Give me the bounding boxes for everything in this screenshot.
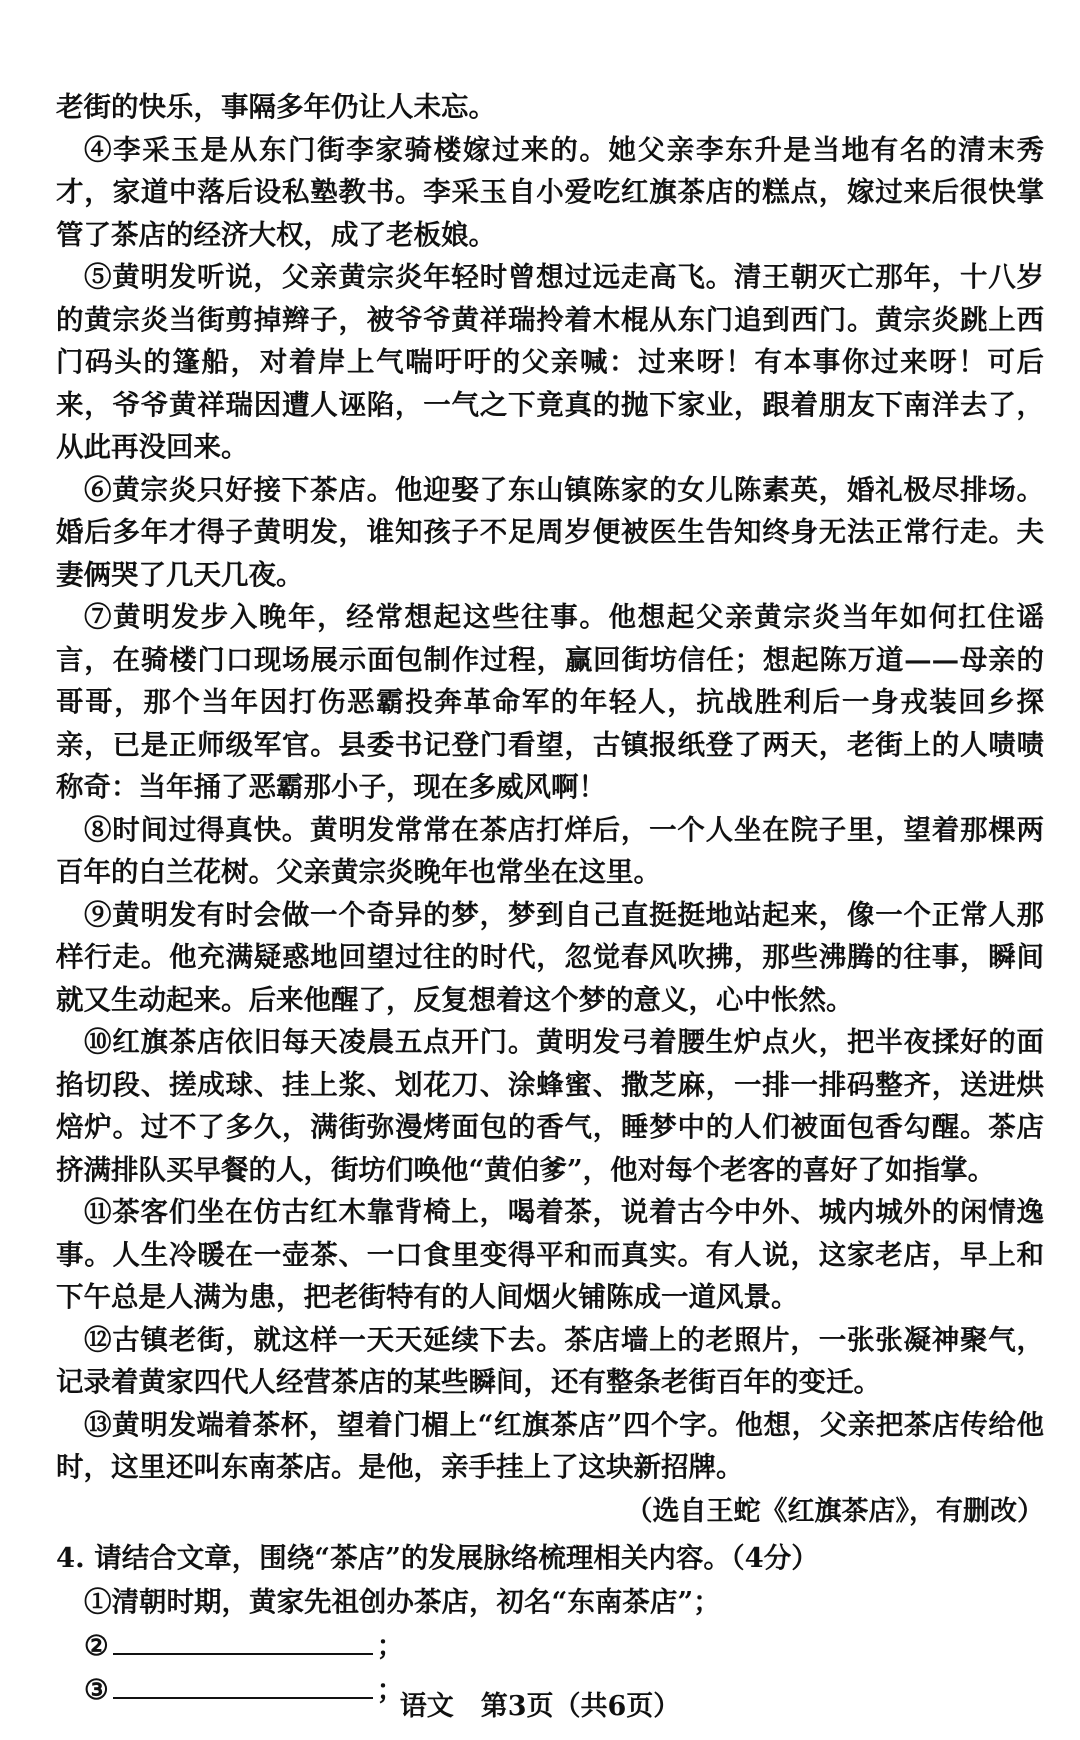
- paragraph-10: ⑩红旗茶店依旧每天凌晨五点开门。黄明发弓着腰生炉点火，把半夜揉好的面掐切段、搓成球、挂上浆、划花刀、涂蜂蜜、撒芝麻，一排一排码整齐，送进烘焙炉。过不了多久，满街弥漫烤面包的香气，睡梦中的人们被面包香勾醒。茶店挤满排队买早餐的人，街坊们唤他“黄伯爹”，他对每个老客的喜好了如指掌。: [56, 1026, 1044, 1186]
- paragraph-4: ④李采玉是从东门街李家骑楼嫁过来的。她父亲李东升是当地有名的清末秀才，家道中落后设私塾教书。李采玉自小爱吃红旗茶店的糕点，嫁过来后很快掌管了茶店的经济大权，成了老板娘。: [56, 133, 1044, 251]
- paragraph-13: ⑬黄明发端着茶杯，望着门楣上“红旗茶店”四个字。他想，父亲把茶店传给他时，这里还叫东南茶店。是他，亲手挂上了这块新招牌。: [56, 1408, 1044, 1483]
- answer-item-2-punct: ；: [376, 1629, 405, 1662]
- source-citation: （选自王蛇《红旗茶店》，有删改）: [625, 1495, 1044, 1527]
- paragraph-7: ⑦黄明发步入晚年，经常想起这些往事。他想起父亲黄宗炎当年如何扛住谣言，在骑楼门口现场展示面包制作过程，赢回街坊信任；想起陈万道——母亲的哥哥，那个当年因打伤恶霸投奔革命军的年轻人，抗战胜利后一身戎装回乡探亲，已是正师级军官。县委书记登门看望，古镇报纸登了两天，老街上的人啧啧称奇：当年捅了恶霸那小子，现在多威风啊！: [56, 601, 1044, 803]
- paragraph-6: ⑥黄宗炎只好接下茶店。他迎娶了东山镇陈家的女儿陈素英，婚礼极尽排场。婚后多年才得子黄明发，谁知孩子不足周岁便被医生告知终身无法正常行走。夫妻俩哭了几天几夜。: [56, 473, 1044, 591]
- answer-item-3-punct: ；: [376, 1673, 405, 1706]
- page-footer: 语文 第3页（共6页）: [399, 1691, 681, 1722]
- paragraph-9: ⑨黄明发有时会做一个奇异的梦，梦到自己直挺挺地站起来，像一个正常人那样行走。他充满疑惑地回望过往的时代，忽觉春风吹拂，那些沸腾的往事，瞬间就又生动起来。后来他醒了，反复想着这个梦的意义，心中怅然。: [56, 898, 1044, 1016]
- answer-item-1: ①清朝时期，黄家先祖创办茶店，初名“东南茶店”；: [84, 1585, 721, 1618]
- question-4-prompt: 4. 请结合文章，围绕“茶店”的发展脉络梳理相关内容。（4分）: [56, 1541, 819, 1574]
- answer-item-3-mark: ③: [84, 1673, 109, 1706]
- answer-blank-2[interactable]: [113, 1627, 373, 1655]
- paragraph-8: ⑧时间过得真快。黄明发常常在茶店打烊后，一个人坐在院子里，望着那棵两百年的白兰花树。父亲黄宗炎晚年也常坐在这里。: [56, 813, 1044, 888]
- paragraph-5: ⑤黄明发听说，父亲黄宗炎年轻时曾想过远走高飞。清王朝灭亡那年，十八岁的黄宗炎当街剪掉辫子，被爷爷黄祥瑞拎着木棍从东门追到西门。黄宗炎跳上西门码头的篷船，对着岸上气喘吁吁的父亲喊：过来呀！有本事你过来呀！可后来，爷爷黄祥瑞因遭人诬陷，一气之下竟真的抛下家业，跟着朋友下南洋去了，从此再没回来。: [56, 261, 1044, 463]
- paragraph-continuation: 老街的快乐，事隔多年仍让人未忘。: [56, 91, 496, 123]
- paragraph-11: ⑪茶客们坐在仿古红木靠背椅上，喝着茶，说着古今中外、城内城外的闲情逸事。人生冷暖在一壶茶、一口食里变得平和而真实。有人说，这家老店，早上和下午总是人满为患，把老街特有的人间烟火铺陈成一道风景。: [56, 1196, 1044, 1313]
- answer-item-2: [84, 1625, 1044, 1667]
- paragraph-12: ⑫古镇老街，就这样一天天延续下去。茶店墙上的老照片，一张张凝神聚气，记录着黄家四代人经营茶店的某些瞬间，还有整条老街百年的变迁。: [56, 1323, 1044, 1398]
- answer-item-2-mark: ②: [84, 1629, 109, 1662]
